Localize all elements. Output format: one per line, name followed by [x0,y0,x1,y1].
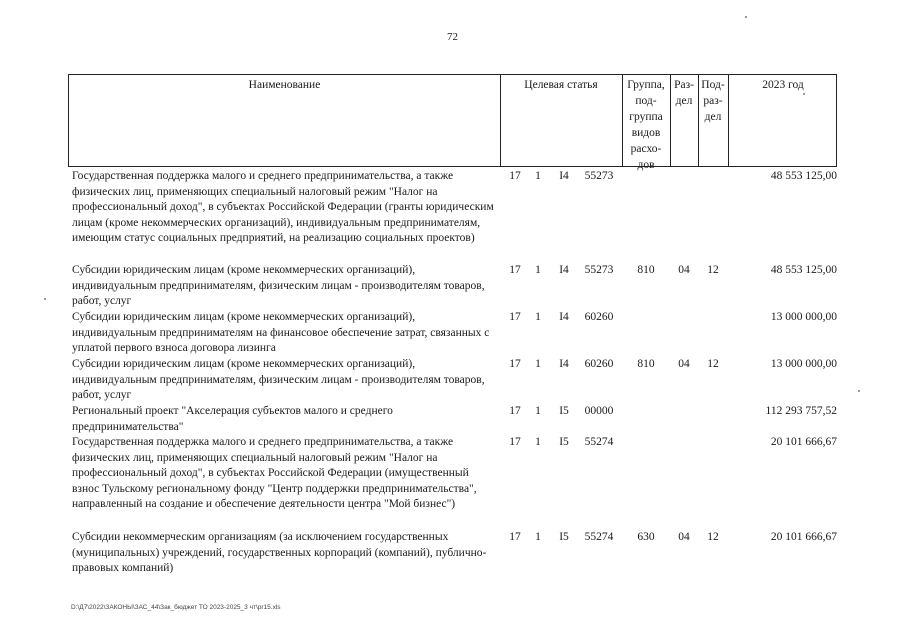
expense-group: 630 [637,531,655,543]
amount-2023: 48 553 125,00 [770,170,837,182]
code-direction: 00000 [584,405,614,417]
header-subsection: Под- раз- дел [701,79,725,123]
scan-speck [745,16,747,18]
row-name: Субсидии юридическим лицам (кроме некоммерческих организаций), индивидуальным предпринимателям, физическим лицам - производителям товаров, работ, услуг [72,358,485,401]
scan-speck [44,298,46,300]
code-direction: 55273 [584,170,614,182]
code-subprogram: 1 [535,531,541,543]
header-target-article: Целевая статья [524,79,598,91]
header-name: Наименование [248,79,321,91]
code-direction: 55273 [584,264,614,276]
code-direction: 60260 [584,311,614,323]
row-name: Субсидии юридическим лицам (кроме некоммерческих организаций), индивидуальным предпринимателям на финансовое обеспечение затрат, связанных с уплатой первого взноса договора лизинга [72,311,490,354]
code-subprogram: 1 [535,264,541,276]
code-subprogram: 1 [535,405,541,417]
expense-group: 810 [637,264,655,276]
subsection: 12 [707,264,719,276]
code-program: 17 [509,311,521,323]
row-name: Государственная поддержка малого и среднего предпринимательства, а также физических лиц, применяющих специальный налоговый режим "Налог на профессиональный доход", в субъектах Российской Федерации (гранты юридическим лицам (кроме некоммерческих организаций), индивидуальным предпринимателям, имеющим статус социальных предприятий, на реализацию социальных проектов) [72,170,494,244]
row-name: Государственная поддержка малого и среднего предпринимательства, а также физических лиц, применяющих специальный налоговый режим "Налог на профессиональный доход", в субъектах Российской Федерации (имущественный взнос Тульскому региональному фонду "Центр поддержки предпринимательства", направленный на создание и обеспечение деятельности центра "Мой бизнес") [72,436,477,510]
code-program: 17 [509,264,521,276]
subsection: 12 [707,358,719,370]
scan-speck [858,390,860,392]
code-direction: 60260 [584,358,614,370]
scan-speck [803,93,805,95]
header-section: Раз- дел [674,79,694,107]
code-subprogram: 1 [535,436,541,448]
code-program: 17 [509,436,521,448]
subsection: 12 [707,531,719,543]
section: 04 [678,264,690,276]
page-number: 72 [447,31,458,43]
code-subprogram: 1 [535,170,541,182]
amount-2023: 13 000 000,00 [770,358,837,370]
code-direction: 55274 [584,531,614,543]
code-project: I5 [559,531,569,543]
expense-group: 810 [637,358,655,370]
amount-2023: 48 553 125,00 [770,264,837,276]
code-project: I4 [559,358,569,370]
code-project: I4 [559,170,569,182]
code-project: I4 [559,264,569,276]
amount-2023: 13 000 000,00 [770,311,837,323]
code-program: 17 [509,358,521,370]
code-project: I4 [559,311,569,323]
code-program: 17 [509,531,521,543]
row-name: Региональный проект "Акселерация субъектов малого и среднего предпринимательства" [72,405,393,433]
header-year: 2023 год [762,79,804,91]
code-direction: 55274 [584,436,614,448]
code-program: 17 [509,170,521,182]
row-name: Субсидии некоммерческим организациям (за исключением государственных (муниципальных) учреждений, государственных корпораций (компаний), публично-правовых компаний) [72,531,487,574]
table-header [68,74,837,171]
amount-2023: 20 101 666,67 [770,531,837,543]
amount-2023: 20 101 666,67 [770,436,837,448]
header-expense-group: Группа, под- группа видов расхо- дов [627,79,665,171]
code-subprogram: 1 [535,358,541,370]
section: 04 [678,358,690,370]
file-path-footer: D:\Д7\2022\ЗАКОНЫ\ЗАС_44\Зак_бюджет ТО 2023-2025_3 чт\pr15.xls [71,604,281,611]
row-name: Субсидии юридическим лицам (кроме некоммерческих организаций), индивидуальным предпринимателям, физическим лицам - производителям товаров, работ, услуг [72,264,485,307]
section: 04 [678,531,690,543]
code-subprogram: 1 [535,311,541,323]
code-project: I5 [559,436,569,448]
amount-2023: 112 293 757,52 [765,405,837,417]
code-project: I5 [559,405,569,417]
code-program: 17 [509,405,521,417]
